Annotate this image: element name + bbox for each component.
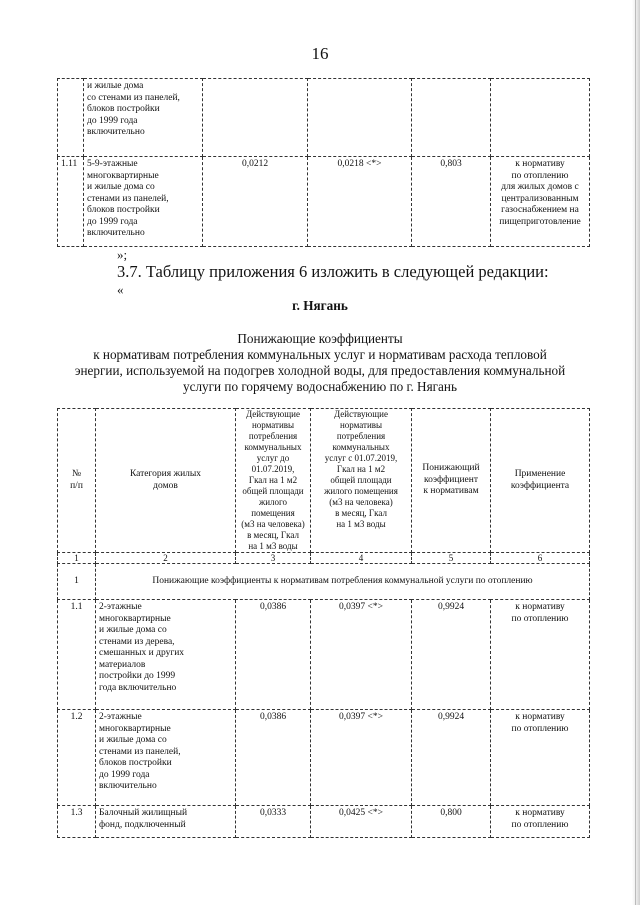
category-cell: и жилые дома со стенами из панелей, блоков постройки до 1999 года включительно [84, 79, 203, 157]
table-header-row [58, 409, 590, 553]
reduction-coefficients-table [57, 408, 590, 838]
norm-before-cell: 0,0212 [203, 157, 308, 247]
norm-after-cell: 0,0425 <*> [311, 806, 412, 838]
amendment-item-text: 3.7. Таблицу приложения 6 изложить в следующей редакции: [117, 262, 549, 281]
section-number: 1 [58, 564, 96, 600]
norm-before-cell: 0,0386 [236, 600, 311, 710]
coefficient-cell: 0,9924 [412, 710, 491, 806]
application-cell: к нормативу по отоплению [491, 806, 590, 838]
category-cell: 2-этажные многоквартирные и жилые дома со стенами из дерева, смешанных и других материалов постройки до 1999 года включительно [96, 600, 236, 710]
header-norm-before: Действующие нормативы потребления коммунальных услуг до 01.07.2019, Гкал на 1 м2 общей площади жилого помещения (м3 на человека) в месяц, Гкал на 1 м3 воды [236, 409, 311, 553]
table-row [58, 710, 590, 806]
category-cell: 2-этажные многоквартирные и жилые дома со стенами из панелей, блоков постройки до 1999 года включительно [96, 710, 236, 806]
heading-line: энергии, используемой на подогрев холодной воды, для предоставления коммунальной [74, 363, 566, 378]
category-cell: Балочный жилищный фонд, подключенный [96, 806, 236, 838]
application-cell: к нормативу по отоплению [491, 710, 590, 806]
section-row [58, 564, 590, 600]
column-number: 1 [58, 553, 96, 564]
norm-before-cell [203, 79, 308, 157]
table-row [58, 79, 590, 157]
column-number: 4 [311, 553, 412, 564]
section-title: Понижающие коэффициенты к нормативам потребления коммунальной услуги по отоплению [96, 564, 590, 600]
norm-after-cell: 0,0397 <*> [311, 600, 412, 710]
table-row [58, 600, 590, 710]
norm-after-cell [308, 79, 412, 157]
city-title: г. Нягань [292, 298, 348, 313]
row-number-cell: 1.3 [58, 806, 96, 838]
page-number: 16 [311, 44, 329, 63]
column-number: 5 [412, 553, 491, 564]
heading-line: к нормативам потребления коммунальных услуг и нормативам расхода тепловой [93, 347, 547, 362]
table-row [58, 157, 590, 247]
application-cell [491, 79, 590, 157]
continued-coefficients-table [57, 78, 590, 247]
category-cell: 5-9-этажные многоквартирные и жилые дома со стенами из панелей, блоков постройки до 1999 года включительно [84, 157, 203, 247]
row-number-cell: 1.11 [58, 157, 84, 247]
header-application: Применение коэффициента [491, 409, 590, 553]
application-cell: к нормативу по отоплению [491, 600, 590, 710]
norm-before-cell: 0,0386 [236, 710, 311, 806]
heading-line: услуги по горячему водоснабжению по г. Нягань [183, 379, 457, 394]
opening-quote: « [117, 282, 124, 297]
scan-edge-line [635, 0, 636, 905]
column-number: 6 [491, 553, 590, 564]
norm-before-cell: 0,0333 [236, 806, 311, 838]
header-category: Категория жилых домов [96, 409, 236, 553]
coefficient-cell: 0,9924 [412, 600, 491, 710]
coefficient-cell: 0,803 [412, 157, 491, 247]
heading-line: Понижающие коэффициенты [237, 331, 403, 346]
header-coefficient: Понижающий коэффициент к нормативам [412, 409, 491, 553]
row-number-cell: 1.1 [58, 600, 96, 710]
column-number-row [58, 553, 590, 564]
row-number-cell [58, 79, 84, 157]
application-cell: к нормативу по отоплению для жилых домов с централизованным газоснабжением на пищеприготовление [491, 157, 590, 247]
header-number: № п/п [58, 409, 96, 553]
coefficient-cell: 0,800 [412, 806, 491, 838]
column-number: 3 [236, 553, 311, 564]
norm-after-cell: 0,0218 <*> [308, 157, 412, 247]
scan-edge-shadow [632, 0, 640, 905]
row-number-cell: 1.2 [58, 710, 96, 806]
table-row [58, 806, 590, 838]
header-norm-after: Действующие нормативы потребления коммунальных услуг с 01.07.2019, Гкал на 1 м2 общей площади жилого помещения (м3 на человека) в месяц, Гкал на 1 м3 воды [311, 409, 412, 553]
norm-after-cell: 0,0397 <*> [311, 710, 412, 806]
closing-quote: »; [117, 247, 128, 262]
column-number: 2 [96, 553, 236, 564]
coefficient-cell [412, 79, 491, 157]
